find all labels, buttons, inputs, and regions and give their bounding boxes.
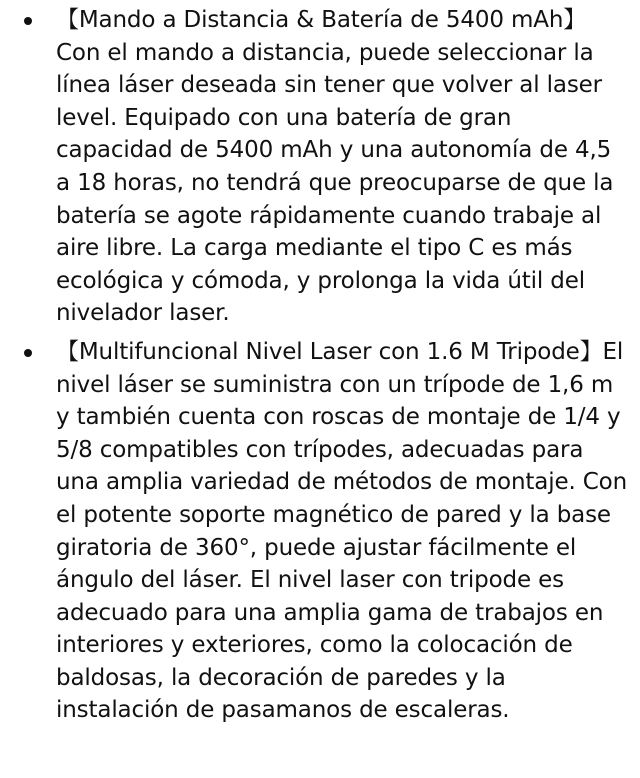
feature-bullet-remote-battery — [0, 4, 628, 330]
bullet-dot-icon — [24, 17, 32, 25]
feature-bullet-text: 【Mando a Distancia & Batería de 5400 mAh】Con el mando a distancia, puede seleccionar la línea láser deseada sin tener que volver al laser level. Equipado con una batería de gran capacidad de 5400 mAh y una autonomía de 4,5 a 18 horas, no tendrá que preocuparse de que la batería se agote rápidamente cuando trabaje al aire libre. La carga mediante el tipo C es más ecológica y cómoda, y prolonga la vida útil del nivelador laser. — [56, 7, 614, 327]
feature-bullet-text: 【Multifuncional Nivel Laser con 1.6 M Tripode】El nivel láser se suministra con un trípode de 1,6 m y también cuenta con roscas de montaje de 1/4 y 5/8 compatibles con trípodes, adecuadas para una amplia variedad de métodos de montaje. Con el potente soporte magnético de pared y la base giratoria de 360°, puede ajustar fácilmente el ángulo del láser. El nivel laser con tripode es adecuado para una amplia gama de trabajos en interiores y exteriores, como la colocación de baldosas, la decoración de paredes y la instalación de pasamanos de escaleras. — [56, 338, 628, 724]
bullet-dot-icon — [24, 349, 32, 357]
feature-bullet-tripod — [0, 336, 628, 727]
